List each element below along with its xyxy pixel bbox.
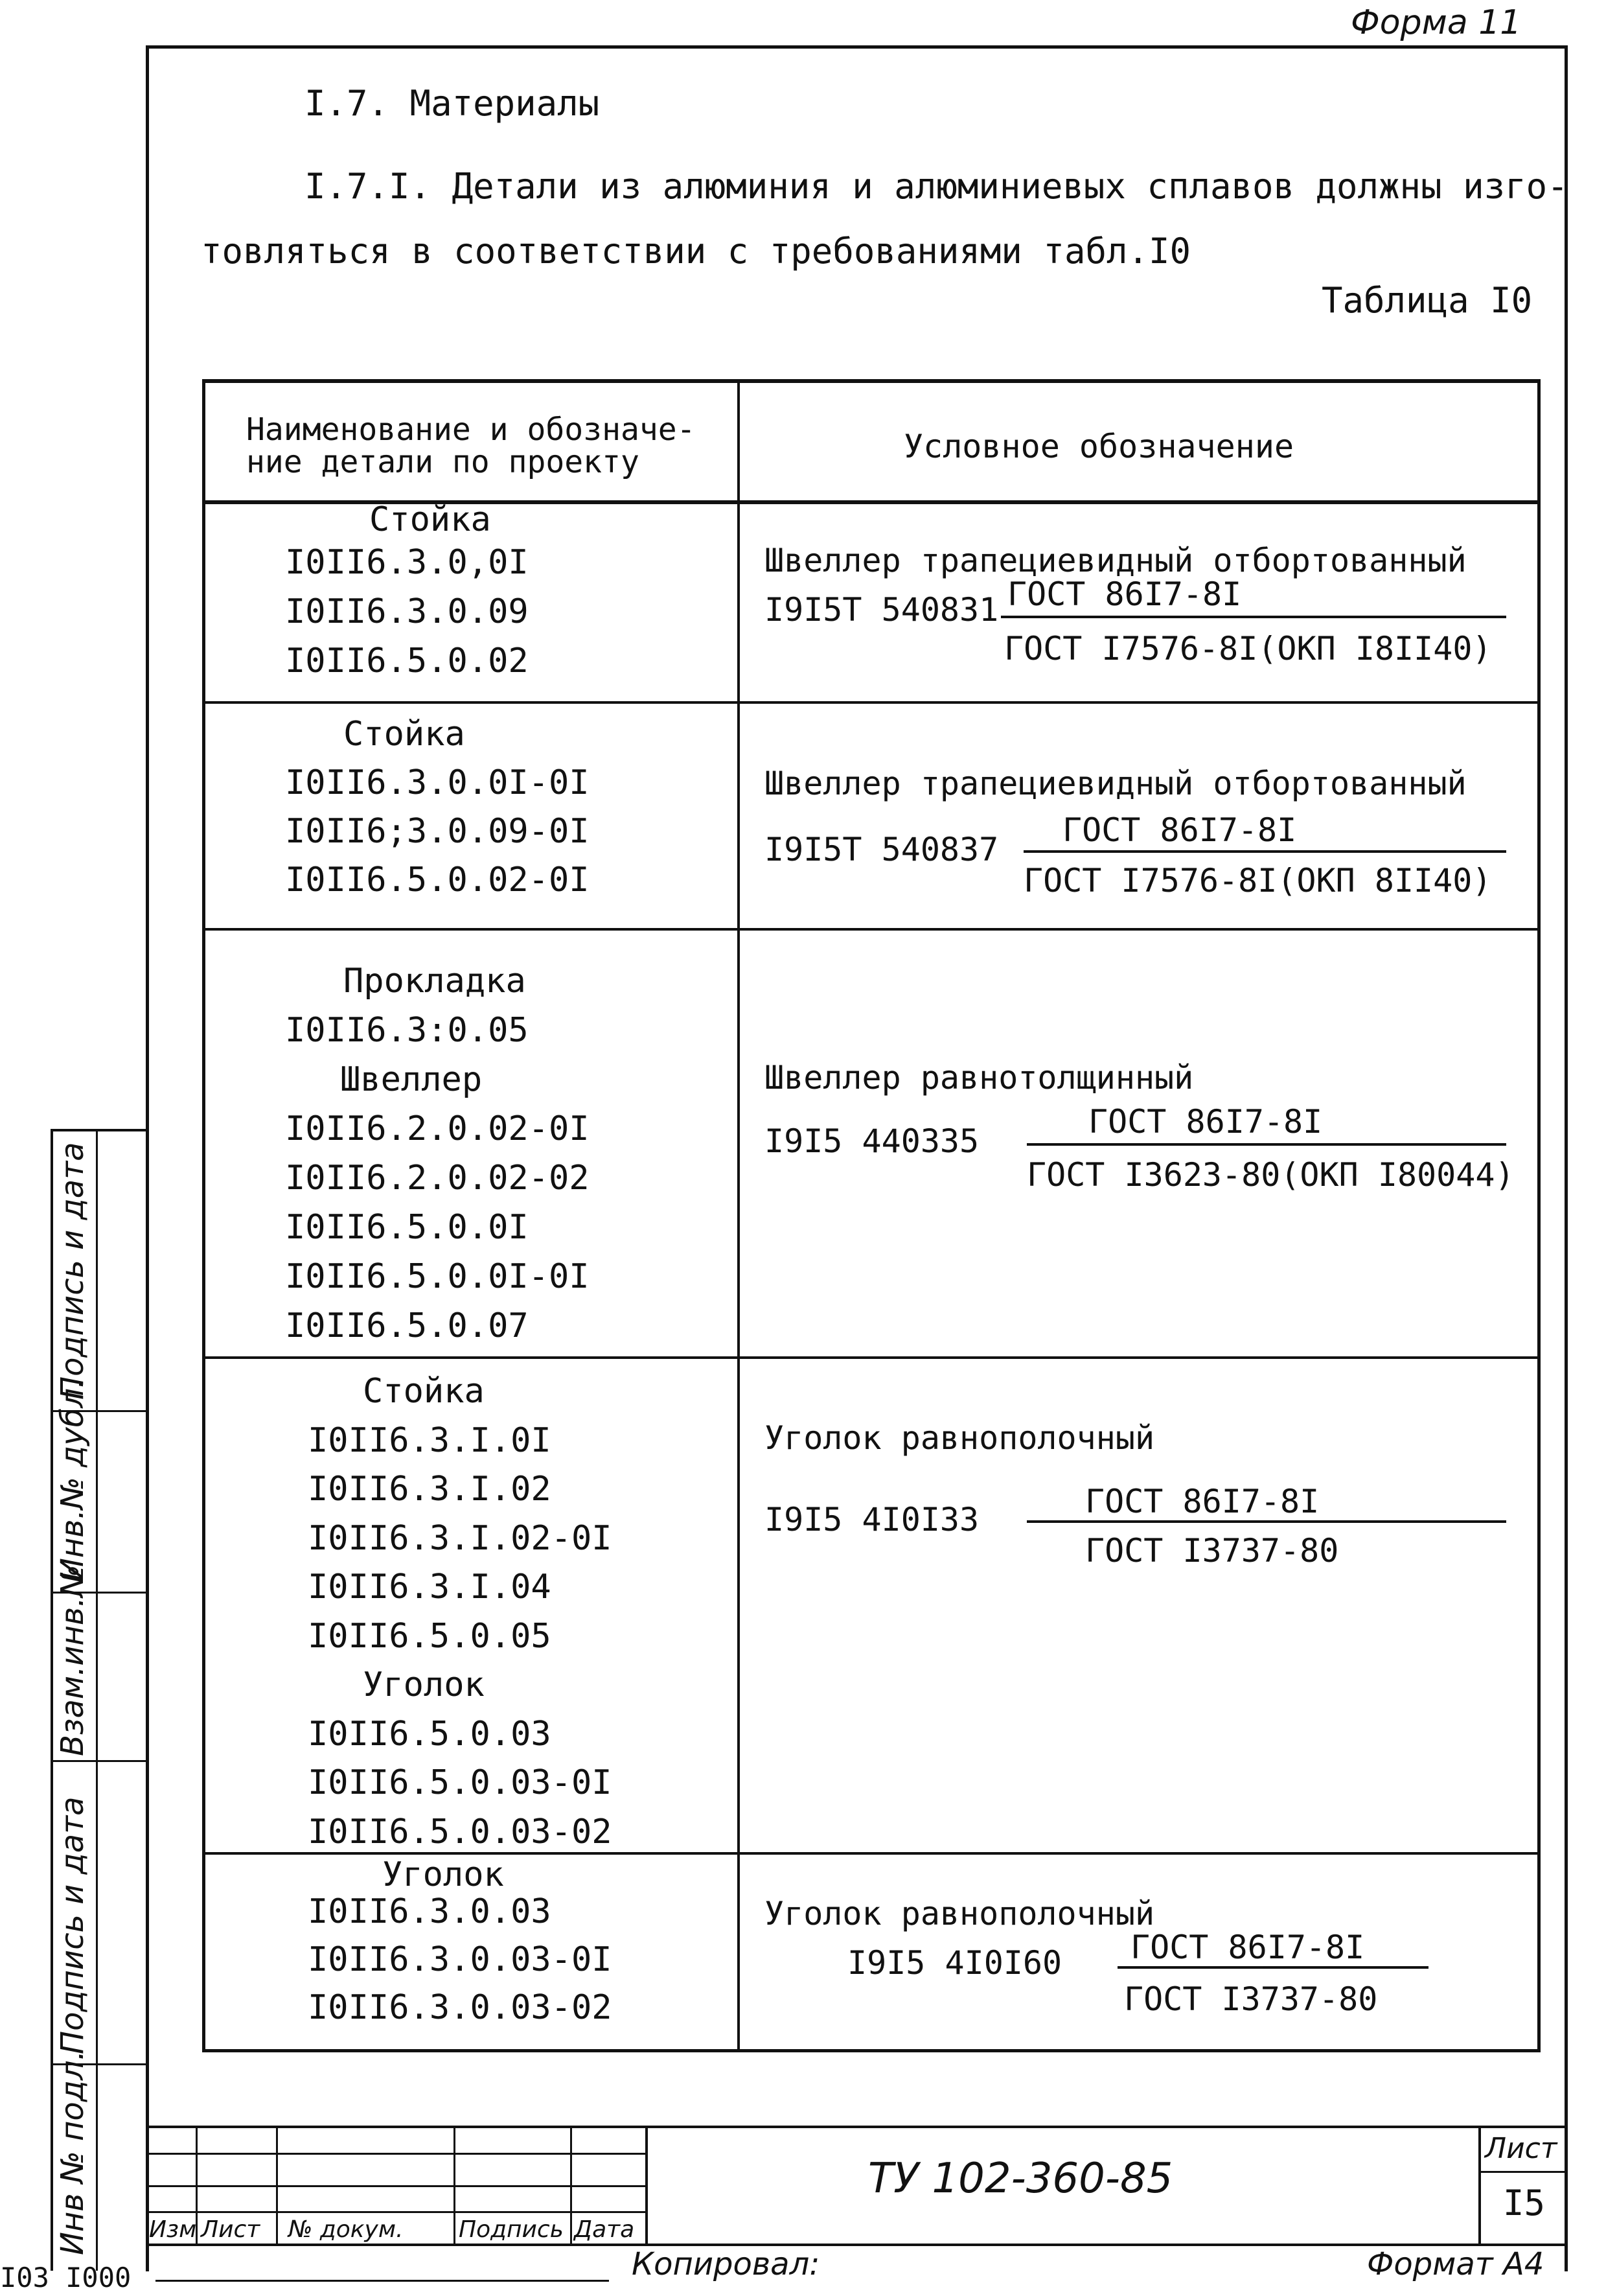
row1-fraction-line <box>1001 616 1506 618</box>
table-left <box>202 379 205 2052</box>
row4-part-code: I0II6.5.0.03-0I <box>308 1763 612 1802</box>
sheet-label: Лист <box>1485 2132 1557 2165</box>
stamp-col-izm: Изм <box>149 2216 197 2243</box>
row1-std-bottom: ГОСТ I7576-8I(ОКП I8II40) <box>1004 630 1492 667</box>
row5-part-code: I0II6.3.0.03-02 <box>308 1988 612 2027</box>
row-divider-1 <box>202 701 1541 704</box>
row3-part-name: Прокладка <box>343 962 526 1001</box>
row4-part-code: I0II6.3.I.02-0I <box>308 1518 612 1558</box>
row-divider-2 <box>202 928 1541 931</box>
row1-std-top: ГОСТ 86I7-8I <box>1007 575 1242 613</box>
paragraph-line-2: товляться в соответствии с требованиями табл.I0 <box>201 231 1191 272</box>
row2-part-code: I0II6;3.0.09-0I <box>285 812 590 851</box>
side-label-podpis-data-1: Подпись и дата <box>54 1142 91 1400</box>
row1-part-name: Стойка <box>369 500 491 539</box>
side-label-inv-dubl: Инв.№ дубл. <box>54 1378 91 1581</box>
stamp-col-list: Лист <box>201 2216 260 2243</box>
stamp-vline-3 <box>453 2126 455 2244</box>
row3-part-code: I0II6.2.0.02-02 <box>285 1159 590 1198</box>
row2-std-bottom: ГОСТ I7576-8I(ОКП 8II40) <box>1024 862 1492 899</box>
row4-part-code: I0II6.5.0.03-02 <box>308 1812 612 1851</box>
header-name-line-1: Наименование и обозначе- <box>246 412 696 448</box>
row4-part-name: Уголок <box>363 1665 485 1704</box>
row3-material-title: Швеллер равнотолщинный <box>764 1059 1194 1096</box>
stamp-col-sign: Подпись <box>459 2216 564 2243</box>
document-code: ТУ 102-360-85 <box>868 2155 1173 2203</box>
frame-left <box>146 45 149 2271</box>
row4-part-name: Стойка <box>363 1372 485 1411</box>
row1-part-code: I0II6.3.0,0I <box>285 543 529 582</box>
row5-material-title: Уголок равнополочный <box>764 1895 1155 1932</box>
row2-material-title: Швеллер трапециевидный отбортованный <box>764 765 1467 802</box>
row3-part-code: I0II6.5.0.0I <box>285 1208 529 1247</box>
row1-material-code: I9I5T 540831 <box>764 591 999 629</box>
side-strip-divider <box>96 1129 98 2271</box>
row2-fraction-line <box>1024 850 1506 853</box>
table-bottom <box>202 2049 1541 2052</box>
copied-by-label: Копировал: <box>632 2246 820 2282</box>
row3-left <box>207 957 590 1351</box>
row3-part-code: I0II6.5.0.07 <box>285 1306 529 1345</box>
row3-std-bottom: ГОСТ I3623-80(ОКП I80044) <box>1027 1156 1515 1194</box>
side-label-vzam: Взам.инв.№ <box>54 1564 91 1756</box>
stamp-vline-6 <box>1478 2126 1481 2244</box>
row4-material-code: I9I5 4I0I33 <box>764 1501 980 1538</box>
side-strip-top <box>51 1129 148 1131</box>
row4-std-bottom: ГОСТ I3737-80 <box>1085 1532 1339 1570</box>
row5-part-code: I0II6.3.0.03-0I <box>308 1940 612 1979</box>
form-label: Форма 11 <box>1351 3 1522 42</box>
row4-fraction-line <box>1027 1520 1506 1523</box>
table-col-divider <box>737 379 740 2052</box>
section-title: I.7. Материалы <box>304 83 600 124</box>
row3-std-top: ГОСТ 86I7-8I <box>1088 1103 1323 1141</box>
header-name-col <box>246 413 696 478</box>
stamp-top <box>146 2126 1568 2128</box>
side-sep-3 <box>51 1760 148 1762</box>
table-caption: Таблица I0 <box>1322 280 1533 321</box>
row5-material-code: I9I5 4I0I60 <box>847 1944 1062 1982</box>
row4-std-top: ГОСТ 86I7-8I <box>1085 1483 1320 1520</box>
row1-part-code: I0II6.3.0.09 <box>285 592 529 631</box>
sheet-number: I5 <box>1503 2183 1546 2223</box>
stamp-row-1 <box>146 2153 648 2155</box>
stamp-vline-2 <box>276 2126 278 2244</box>
stamp-sheet-divider <box>1478 2171 1568 2173</box>
header-name-line-2: ние детали по проекту <box>246 444 639 480</box>
row4-part-code: I0II6.5.0.05 <box>308 1616 551 1656</box>
side-strip-left <box>51 1129 53 2271</box>
row3-fraction-line <box>1027 1143 1506 1146</box>
row3-part-name: Швеллер <box>340 1060 483 1099</box>
row4-part-code: I0II6.3.I.02 <box>308 1470 551 1509</box>
table-top <box>202 379 1541 383</box>
row2-part-code: I0II6.3.0.0I-0I <box>285 763 590 802</box>
bottom-left-line <box>155 2280 609 2282</box>
table-right <box>1537 379 1541 2052</box>
row4-left <box>207 1367 612 1857</box>
row5-std-top: ГОСТ 86I7-8I <box>1130 1929 1365 1966</box>
stamp-bottom <box>146 2244 1568 2246</box>
row5-part-name: Уголок <box>382 1855 504 1894</box>
row-divider-3 <box>202 1356 1541 1359</box>
row2-material-code: I9I5T 540837 <box>764 831 999 868</box>
row1-part-code: I0II6.5.0.02 <box>285 642 529 680</box>
stamp-row-2 <box>146 2185 648 2187</box>
stamp-vline-5 <box>645 2126 648 2244</box>
row2-part-code: I0II6.5.0.02-0I <box>285 861 590 899</box>
format-label: Формат А4 <box>1367 2246 1544 2282</box>
row3-part-code: I0II6.2.0.02-0I <box>285 1109 590 1148</box>
row4-material-title: Уголок равнополочный <box>764 1419 1155 1457</box>
side-label-inv-podl: Инв № подл. <box>54 2050 91 2255</box>
row2-part-name: Стойка <box>343 715 465 754</box>
row1-material-title: Швеллер трапециевидный отбортованный <box>764 542 1467 579</box>
row3-part-code: I0II6.5.0.0I-0I <box>285 1257 590 1296</box>
paragraph-line-1: I.7.I. Детали из алюминия и алюминиевых сплавов должны изго- <box>304 166 1568 207</box>
row3-material-code: I9I5 440335 <box>764 1122 980 1160</box>
row2-left <box>207 710 590 905</box>
row4-part-code: I0II6.5.0.03 <box>308 1714 551 1754</box>
row5-part-code: I0II6.3.0.03 <box>308 1892 551 1931</box>
stamp-col-date: Дата <box>574 2216 635 2243</box>
row2-std-top: ГОСТ 86I7-8I <box>1062 811 1297 849</box>
frame-top <box>146 45 1568 49</box>
stamp-col-doc: № докум. <box>288 2216 404 2243</box>
row4-part-code: I0II6.3.I.04 <box>308 1568 551 1606</box>
header-designation-col: Условное обозначение <box>904 428 1294 465</box>
row4-part-code: I0II6.3.I.0I <box>308 1421 551 1460</box>
bottom-left-code: I03 I000 <box>0 2262 132 2293</box>
side-label-podpis-data-2: Подпись и дата <box>54 1796 91 2054</box>
row5-fraction-line <box>1118 1966 1428 1969</box>
row5-left <box>207 1855 612 2028</box>
row1-left <box>207 502 732 686</box>
stamp-vline-4 <box>570 2126 572 2244</box>
row3-part-code: I0II6.3:0.05 <box>285 1011 529 1050</box>
row5-std-bottom: ГОСТ I3737-80 <box>1124 1980 1378 2018</box>
frame-right <box>1565 45 1568 2271</box>
stamp-row-3 <box>146 2211 648 2213</box>
